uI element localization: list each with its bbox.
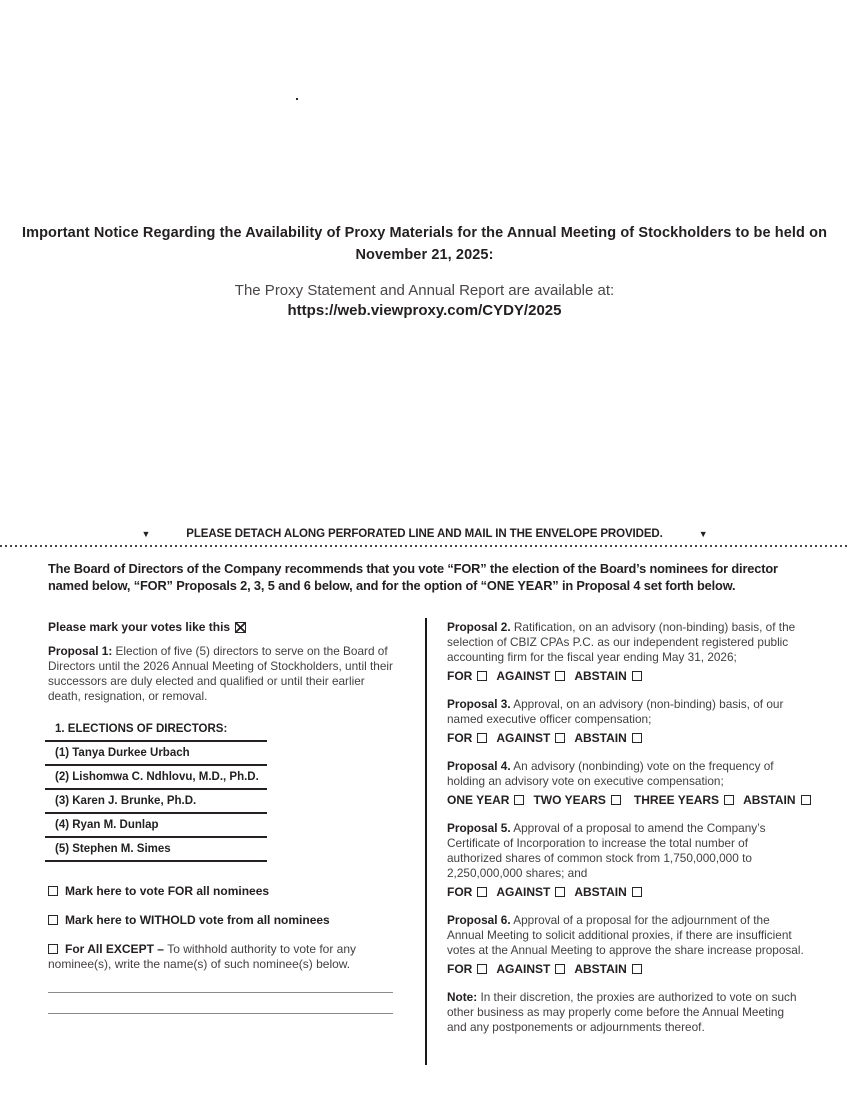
- left-column: [48, 620, 396, 1014]
- for-all-checkbox[interactable]: [48, 886, 58, 896]
- proposal-4-block: [447, 759, 805, 808]
- column-divider: [425, 618, 427, 1065]
- vote-option-abstain[interactable]: ABSTAIN: [574, 885, 641, 899]
- vote-checkbox[interactable]: [477, 964, 487, 974]
- proposal-4-text: An advisory (nonbinding) vote on the frequency of holding an advisory vote on executive compensation;: [447, 759, 774, 788]
- perforation-line: [0, 545, 849, 547]
- down-arrow-icon: ▼: [698, 529, 708, 539]
- vote-option-for[interactable]: FOR: [447, 962, 487, 976]
- withhold-all-row[interactable]: [48, 913, 396, 928]
- note-label: Note:: [447, 990, 478, 1004]
- vote-option-against[interactable]: AGAINST: [496, 885, 565, 899]
- vote-option-abstain[interactable]: ABSTAIN: [574, 669, 641, 683]
- proposal-3-text: Approval, on an advisory (non-binding) basis, of our named executive officer compensation;: [447, 697, 784, 726]
- vote-checkbox[interactable]: [555, 964, 565, 974]
- marked-checkbox-icon: [235, 622, 246, 633]
- for-all-label: Mark here to vote FOR all nominees: [65, 884, 270, 898]
- nominee-row: (2) Lishomwa C. Ndhlovu, M.D., Ph.D.: [45, 766, 267, 790]
- vote-checkbox[interactable]: [514, 795, 524, 805]
- proposal-6-options: [447, 962, 805, 977]
- mark-votes-label: Please mark your votes like this: [48, 620, 231, 634]
- vote-checkbox[interactable]: [555, 887, 565, 897]
- detach-instruction-row: [0, 528, 849, 540]
- proposal-1-paragraph: [48, 644, 396, 704]
- proposal-5-label: Proposal 5.: [447, 821, 511, 835]
- mark-votes-instruction: [48, 620, 396, 635]
- vote-option-against[interactable]: AGAINST: [496, 731, 565, 745]
- proposal-1-label: Proposal 1:: [48, 644, 113, 658]
- write-in-line-2[interactable]: [48, 1013, 393, 1014]
- vote-checkbox[interactable]: [555, 671, 565, 681]
- vote-option-abstain[interactable]: ABSTAIN: [743, 793, 810, 807]
- for-all-except-text: To withhold authority to vote for any nominee(s), write the name(s) of such nominee(s) below.: [48, 942, 357, 971]
- proposal-1-text: Election of five (5) directors to serve on the Board of Directors until the 2026 Annual Meeting of Stockholders, until their successors are duly elected and qualified or until their earlier death, resignation, or removal.: [48, 644, 393, 703]
- write-in-line-1[interactable]: [48, 992, 393, 993]
- proposal-5-block: [447, 821, 805, 900]
- vote-checkbox[interactable]: [477, 733, 487, 743]
- vote-option-abstain[interactable]: ABSTAIN: [574, 962, 641, 976]
- proposal-5-options: [447, 885, 805, 900]
- vote-checkbox[interactable]: [477, 887, 487, 897]
- proposal-4-label: Proposal 4.: [447, 759, 511, 773]
- proposal-4-options: [447, 793, 805, 808]
- vote-option-three-years[interactable]: THREE YEARS: [634, 793, 734, 807]
- for-all-nominees-row[interactable]: [48, 884, 396, 899]
- vote-option-two-years[interactable]: TWO YEARS: [533, 793, 620, 807]
- discretion-note: [447, 990, 805, 1035]
- nominee-row: (3) Karen J. Brunke, Ph.D.: [45, 790, 267, 814]
- elections-header: 1. ELECTIONS OF DIRECTORS:: [45, 718, 267, 742]
- board-recommendation-line1: The Board of Directors of the Company recommends that you vote “FOR” the election of the Board’s nominees for director: [48, 561, 778, 576]
- for-all-except-label: For All EXCEPT –: [65, 942, 164, 956]
- proposal-2-block: [447, 620, 805, 684]
- proposal-6-label: Proposal 6.: [447, 913, 511, 927]
- detach-instruction: PLEASE DETACH ALONG PERFORATED LINE AND MAIL IN THE ENVELOPE PROVIDED.: [186, 528, 663, 540]
- vote-checkbox[interactable]: [632, 733, 642, 743]
- board-recommendation: [48, 560, 818, 594]
- withhold-all-label: Mark here to WITHOLD vote from all nominees: [65, 913, 330, 927]
- proposal-2-text: Ratification, on an advisory (non-binding) basis, of the selection of CBIZ CPAs P.C. as our independent registered public accounting firm for the fiscal year ending May 31, 2026;: [447, 620, 796, 664]
- for-all-except-row[interactable]: [48, 942, 396, 972]
- proposal-2-options: [447, 669, 805, 684]
- vote-checkbox[interactable]: [632, 887, 642, 897]
- vote-checkbox[interactable]: [801, 795, 811, 805]
- right-column: [447, 620, 805, 1035]
- elections-table: [45, 718, 267, 862]
- proposal-3-block: [447, 697, 805, 746]
- nominee-row: (4) Ryan M. Dunlap: [45, 814, 267, 838]
- withhold-all-checkbox[interactable]: [48, 915, 58, 925]
- notice-title-line2: Annual Meeting of Stockholders to be held on November 21, 2025:: [355, 225, 828, 263]
- nominee-row: (1) Tanya Durkee Urbach: [45, 742, 267, 766]
- proposal-3-options: [447, 731, 805, 746]
- notice-title-line1: Important Notice Regarding the Availability of Proxy Materials for the: [21, 225, 504, 241]
- proposal-2-label: Proposal 2.: [447, 620, 511, 634]
- vote-checkbox[interactable]: [632, 671, 642, 681]
- vote-option-for[interactable]: FOR: [447, 885, 487, 899]
- vote-option-for[interactable]: FOR: [447, 731, 487, 745]
- proposal-3-label: Proposal 3.: [447, 697, 511, 711]
- availability-notice: [0, 222, 849, 321]
- vote-checkbox[interactable]: [555, 733, 565, 743]
- nominee-row: (5) Stephen M. Simes: [45, 838, 267, 862]
- note-text: In their discretion, the proxies are authorized to vote on such other business as may properly come before the Annual Meeting and any postponements or adjournments thereof.: [447, 990, 797, 1034]
- proposal-6-block: [447, 913, 805, 977]
- vote-option-abstain[interactable]: ABSTAIN: [574, 731, 641, 745]
- vote-checkbox[interactable]: [477, 671, 487, 681]
- proposal-5-text: Approval of a proposal to amend the Company’s Certificate of Incorporation to increase the total number of authorized shares of common stock from 1,750,000,000 to 2,250,000,000 shares; and: [447, 821, 766, 880]
- availability-text: The Proxy Statement and Annual Report are available at:: [234, 282, 615, 299]
- stray-dot: [296, 98, 298, 100]
- vote-checkbox[interactable]: [724, 795, 734, 805]
- proxy-url: https://web.viewproxy.com/CYDY/2025: [287, 302, 562, 319]
- vote-option-one-year[interactable]: ONE YEAR: [447, 793, 524, 807]
- board-recommendation-line2: named below, “FOR” Proposals 2, 3, 5 and 6 below, and for the option of “ONE YEAR” in Proposal 4 set forth below.: [48, 578, 736, 593]
- vote-checkbox[interactable]: [611, 795, 621, 805]
- vote-option-against[interactable]: AGAINST: [496, 669, 565, 683]
- proposal-6-text: Approval of a proposal for the adjournment of the Annual Meeting to solicit additional proxies, if there are insufficient votes at the Annual Meeting to approve the share increase proposal.: [447, 913, 804, 957]
- for-all-except-checkbox[interactable]: [48, 944, 58, 954]
- vote-checkbox[interactable]: [632, 964, 642, 974]
- down-arrow-icon: ▼: [141, 529, 151, 539]
- vote-option-against[interactable]: AGAINST: [496, 962, 565, 976]
- vote-option-for[interactable]: FOR: [447, 669, 487, 683]
